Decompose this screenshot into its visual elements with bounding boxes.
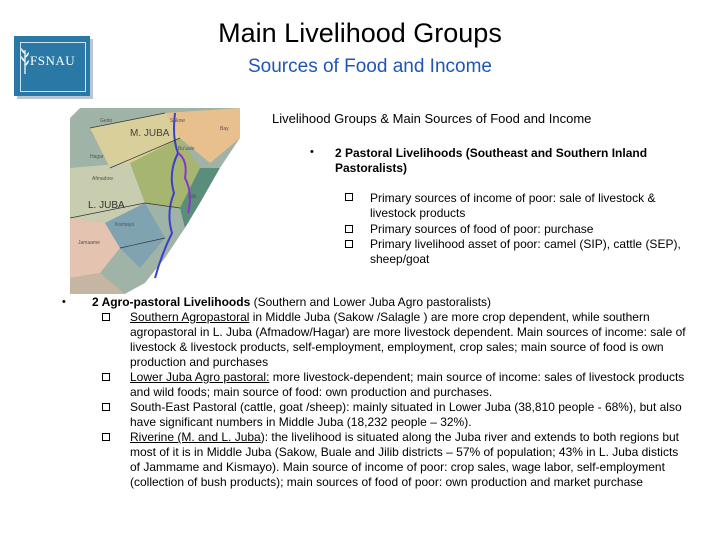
page-title: Main Livelihood Groups	[218, 18, 502, 48]
livelihood-map	[70, 108, 240, 294]
map-label-afmadow: Afmadow	[92, 176, 113, 182]
map-label-sakow: Sakow	[170, 118, 186, 124]
list-item	[130, 400, 690, 430]
checkbox-icon	[102, 403, 110, 411]
bullet1-item-2: Primary sources of food of poor: purchase	[370, 222, 594, 236]
logo-text: FSNAU	[30, 53, 76, 68]
checkbox-icon	[345, 193, 353, 201]
bullet2-title	[92, 295, 692, 310]
bullet-dot-2: •	[62, 296, 66, 308]
list-item	[130, 310, 690, 370]
map-label-jilib: Jilib	[188, 194, 197, 200]
map-label-kismayo: Kismayo	[115, 222, 135, 228]
item-text: in Middle Juba (Sakow /Salagle ) are more crop dependent, while southern agropastoral in L. Juba (Afmadow/Hagar) are more livestock dependent. Main sources of income: sale of livestock & livestock products, self-employment, employment, crop sales; main source of food is own production and purchases	[130, 310, 686, 369]
checkbox-icon	[102, 433, 110, 441]
item-text: ): the livelihood is situated along the Juba river and extends to both regions but most of it is in Middle Juba (Sakow, Buale and Jilib districts – 57% of population; 43% in L. Juba disticts of Jammame and Kismayo). Main source of income of poor: crop sales, wage labor, self-employment (collection of bush products); main sources of food of poor: own production and market purchase	[130, 430, 679, 489]
map-label-bay: Bay	[220, 126, 229, 132]
map-label-buaale: Bu'aale	[178, 146, 195, 152]
item-underlined: Riverine (M. and L. Juba	[130, 430, 261, 444]
list-item	[130, 430, 690, 490]
bullet1-item-3: Primary livelihood asset of poor: camel (SIP), cattle (SEP), sheep/goat	[370, 237, 681, 266]
map-label-l-juba: L. JUBA	[88, 200, 125, 211]
item-text: more livestock-dependent; main source of income: sales of livestock products and wild foods; main source of food: own production and purchases.	[130, 370, 685, 399]
checkbox-icon	[345, 240, 353, 248]
map-label-gedo: Gedo	[100, 118, 113, 124]
bullet-dot-1: •	[310, 146, 314, 158]
checkbox-icon	[102, 373, 110, 381]
checkbox-icon	[102, 313, 110, 321]
bullet1-item-1: Primary sources of income of poor: sale of livestock & livestock products	[370, 191, 656, 220]
bullet2-title-rest: (Southern and Lower Juba Agro pastoralists)	[250, 295, 492, 309]
item-text: South-East Pastoral (cattle, goat /sheep): mainly situated in Lower Juba (38,810 people - 68%), but also have significant numbers in Middle Juba (18,232 people – 32%).	[130, 400, 682, 429]
page-subtitle: Sources of Food and Income	[248, 56, 492, 77]
section-heading: Livelihood Groups & Main Sources of Food and Income	[272, 111, 592, 126]
bullet2-list	[130, 310, 690, 490]
item-underlined: Southern Agropastoral	[130, 310, 250, 324]
bullet1-title: 2 Pastoral Livelihoods (Southeast and Southern Inland Pastoralists)	[335, 146, 648, 175]
bullet2-title-bold: 2 Agro-pastoral Livelihoods	[92, 295, 251, 309]
list-item	[130, 370, 690, 400]
item-underlined: Lower Juba Agro pastoral:	[130, 370, 270, 384]
map-label-m-juba: M. JUBA	[130, 128, 170, 139]
map-label-hagar: Hagar	[90, 154, 104, 160]
map-label-jamaame: Jamaame	[78, 240, 100, 246]
checkbox-icon	[345, 225, 353, 233]
